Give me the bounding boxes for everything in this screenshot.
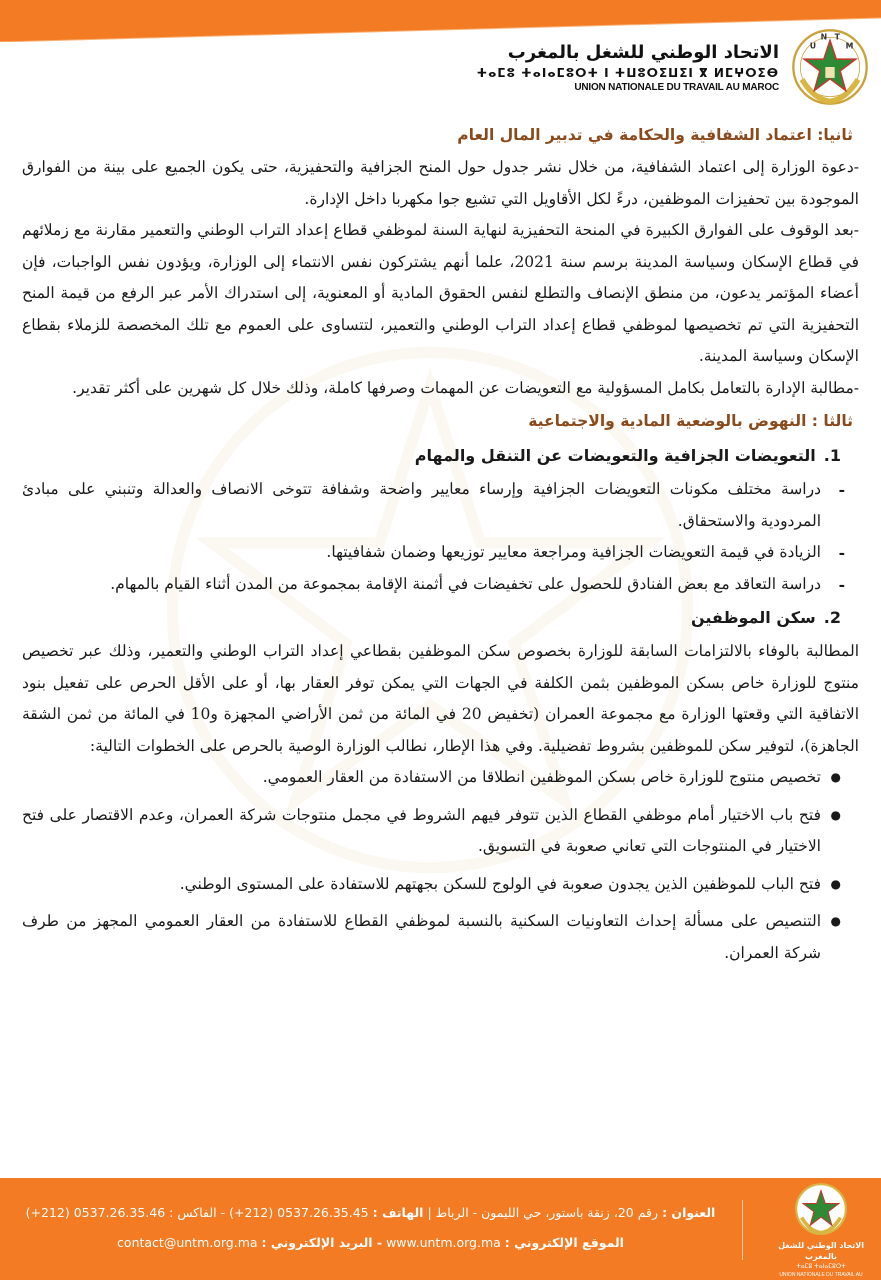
- org-names: [477, 42, 779, 93]
- footer-org-name-french: UNION NATIONALE DU TRAVAIL AU MAROC: [779, 1272, 863, 1286]
- address-value: رقم 20، زنقة باستور، حي الليمون - الرباط |: [427, 1205, 659, 1220]
- bullet-icon: ●: [830, 914, 841, 928]
- website-label: الموقع الإلكتروني :: [504, 1235, 624, 1250]
- list-item: [22, 537, 859, 569]
- subsection-heading-allowances: [22, 438, 859, 474]
- footer: [0, 1178, 881, 1286]
- org-name-french: UNION NATIONALE DU TRAVAIL AU MAROC: [574, 81, 779, 93]
- address-label: العنوان :: [662, 1205, 716, 1220]
- footer-org-name-tifinagh: ⵜⴰⵎⵓ ⵜⴰⵏⴰⵎⵓⵔⵜ: [796, 1263, 846, 1270]
- housing-list: [22, 762, 859, 969]
- bullet-icon: ●: [830, 807, 841, 822]
- paragraph: -مطالبة الإدارة بالتعامل بكامل المسؤولية مع التعويضات عن المهمات وصرفها كاملة، وذلك خلال كل شهرين على أكثر تقدير.: [72, 378, 859, 397]
- org-name-arabic: الاتحاد الوطني للشغل بالمغرب: [507, 41, 779, 63]
- subsection-title: التعويضات الجزافية والتعويضات عن التنقل والمهام: [414, 446, 816, 465]
- subsection-heading-housing: [22, 600, 859, 636]
- bullet-icon: ●: [830, 770, 841, 784]
- list-item-text: فتح الباب للموظفين الذين يجدون صعوبة في الولوج للسكن بجهتهم للاستفادة على المستوى الوطني.: [179, 874, 821, 893]
- list-item: [22, 474, 859, 537]
- housing-intro-paragraph: المطالبة بالوفاء بالالتزامات السابقة للوزارة بخصوص سكن الموظفين بقطاعي إعداد التراب الوطني والتعمير، وذلك عبر تخصيص منتوج للوزارة خاص بسكن الموظفين بثمن الكلفة في الجهات التي يمكن توفر العقار بها، أو على الأقل الحرص على تفعيل بنود الاتفاقية التي وقعتها الوزارة مع مجموعة العمران (تخفيض 20 في المائة من ثمن الأراضي المجهزة و10 في المائة من ثمن الشقة الجاهزة)، لتوفير سكن للموظفين بشروط تفضيلية. وفي هذا الإطار، نطالب الوزارة الوصية بالحرص على الخطوات التالية:: [22, 642, 859, 755]
- bullet-icon: ●: [830, 876, 841, 891]
- phone-label: الهاتف :: [372, 1205, 424, 1220]
- footer-contact: [20, 1198, 721, 1258]
- list-item: [22, 800, 859, 863]
- header-logo: [477, 22, 869, 112]
- footer-logo: [771, 1182, 871, 1287]
- email-link[interactable]: contact@untm.org.ma: [117, 1235, 258, 1250]
- list-item-text: الزيادة في قيمة التعويضات الجزافية ومراجعة معايير توزيعها وضمان شفافيتها.: [326, 543, 821, 561]
- document-body: [22, 118, 859, 975]
- section-heading-transparency: ثانيا: اعتماد الشفافية والحكامة في تدبير المال العام: [457, 126, 853, 144]
- footer-divider: [742, 1200, 743, 1260]
- list-item: [22, 762, 859, 794]
- untm-emblem-icon: [794, 1182, 848, 1236]
- list-item-text: التنصيص على مسألة إحداث التعاونيات السكنية بالنسبة لموظفي القطاع للاستفادة من العقار العمومي المجهز من طرف شركة العمران.: [22, 912, 821, 962]
- untm-emblem-icon: [791, 28, 869, 106]
- list-item-text: فتح باب الاختيار أمام موظفي القطاع الذين تتوفر فيهم الشروط في مجمل منتوجات شركة العمران، وعدم الاقتصار على فتح الاختيار في المنتوجات التي تعاني صعوبة في التسويق.: [22, 805, 821, 855]
- phone-value: 0537.26.35.45 (212+) - الفاكس : 0537.26.35.46 (212+): [25, 1205, 369, 1220]
- emblem-letter: M: [845, 41, 854, 51]
- list-item-text: دراسة التعاقد مع بعض الفنادق للحصول على تخفيضات في أثمنة الإقامة بمجموعة من المدن أثناء القيام بالمهام.: [110, 574, 821, 593]
- footer-web-line: [20, 1228, 721, 1258]
- paragraph: -بعد الوقوف على الفوارق الكبيرة في المنحة التحفيزية لنهاية السنة لموظفي قطاع إعداد التراب الوطني والتعمير مقارنة مع زملائهم في قطاع الإسكان وسياسة المدينة برسم سنة 2021، علما أنهم يشتركون نفس الانتماء إلى الوزارة، ويؤدون نفس الواجبات، فإن أعضاء المؤتمر يدعون، من منطق الإنصاف والتطلع لنفس الحقوق المادية أو المعنوية، إلى استدراك الأمر عبر الرفع من قيمة المنح التحفيزية التي تم تخصيصها لموظفي قطاع إعداد التراب الوطني والتعمير، لتتساوى على العموم مع تلك المخصصة للزملاء بقطاع الإسكان وسياسة المدينة.: [22, 221, 860, 365]
- list-item: [22, 906, 859, 969]
- dash-marker: -: [838, 480, 845, 499]
- paragraph: -دعوة الوزارة إلى اعتماد الشفافية، من خلال نشر جدول حول المنح الجزافية والتحفيزية، حتى يكون الجميع على بينة من الفوارق الموجودة بين تحفيزات الموظفين، درءً لكل الأقاويل التي تشيع جوا مكهربا داخل الإدارة.: [22, 158, 859, 208]
- dash-marker: -: [838, 543, 845, 562]
- list-item-text: دراسة مختلف مكونات التعويضات الجزافية وإرساء معايير واضحة وشفافة تتوخى الانصاف والعدالة وتنبني على مبادئ المردودية والاستحقاق.: [22, 480, 821, 530]
- emblem-letter: U: [809, 41, 817, 51]
- emblem-letter: N: [820, 32, 828, 42]
- org-name-tifinagh: ⵜⴰⵎⵓ ⵜⴰⵏⴰⵎⵓⵔⵜ ⵏ ⵜⵡⵓⵔⵉⵡⵉⵏ ⴳ ⵍⵎⵖⵔⵉⴱ: [476, 65, 779, 80]
- subsection-number: 2.: [823, 608, 841, 627]
- list-item: [22, 569, 859, 601]
- section-heading-social-situation: ثالثا : النهوض بالوضعية المادية والاجتماعية: [528, 412, 853, 430]
- list-item: [22, 869, 859, 901]
- subsection-title: سكن الموظفين: [691, 608, 816, 627]
- subsection-number: 1.: [823, 446, 841, 465]
- footer-org-name-arabic: الاتحاد الوطني للشغل بالمغرب: [778, 1241, 864, 1261]
- allowances-list: [22, 474, 859, 600]
- emblem-letter: T: [834, 32, 841, 42]
- email-label: - البريد الإلكتروني :: [261, 1235, 383, 1250]
- dash-marker: -: [838, 574, 845, 594]
- list-item-text: تخصيص منتوج للوزارة خاص بسكن الموظفين انطلاقا من الاستفادة من العقار العمومي.: [262, 768, 821, 786]
- footer-address-line: [20, 1198, 721, 1228]
- website-link[interactable]: www.untm.org.ma: [386, 1235, 501, 1250]
